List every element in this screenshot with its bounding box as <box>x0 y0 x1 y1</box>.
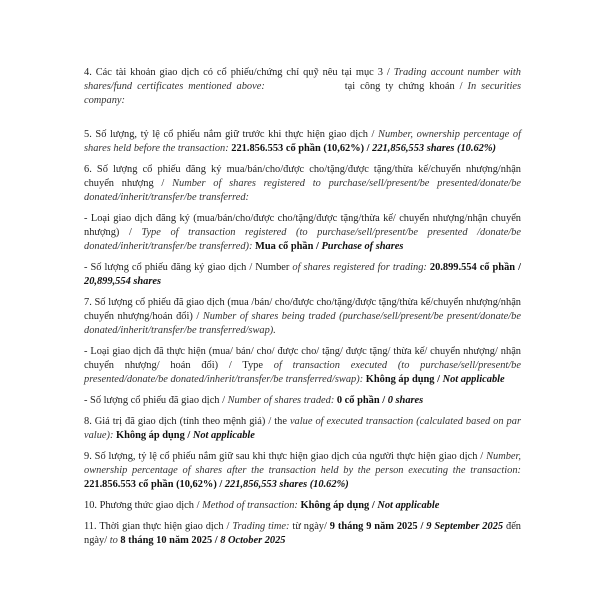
text-segment: 20,899,554 shares <box>84 276 162 287</box>
item-7-executed-type <box>84 345 521 387</box>
item-6-registered-quantity <box>84 261 521 289</box>
text-segment: Mua cổ phần / <box>255 241 322 252</box>
text-segment: Purchase of shares <box>321 241 404 252</box>
item-5-holdings-before <box>84 128 521 156</box>
text-segment: 8 October 2025 <box>220 535 286 546</box>
text-segment: Number, ownership percentage of shares after the transaction held by the person executing the transaction: <box>84 451 521 476</box>
text-segment: 221.856.553 cổ phần (10,62%) / <box>231 143 373 154</box>
text-segment: of shares registered for trading: <box>292 262 430 273</box>
item-4-trading-account <box>84 66 521 108</box>
text-segment: Number of shares traded: <box>227 395 337 406</box>
text-segment: 11. Thời gian thực hiện giao dịch / <box>84 521 233 532</box>
text-segment: 9 September 2025 <box>426 521 506 532</box>
text-segment: 7. Số lượng cổ phiếu đã giao dịch (mua /bán/ cho/được cho/tặng/được tặng/thừa kế/chuyển nhượng/nhận chuyển nhượng/hoán đổi) / <box>84 297 521 322</box>
text-segment: - Loại giao dịch đã thực hiện (mua/ bán/ cho/ được cho/ tặng/ được tặng/ thừa kế/ chuyển nhượng/ nhận chuyển nhượng/ hoán đổi) / Type <box>84 346 521 371</box>
item-8-executed-value <box>84 415 521 443</box>
item-9-holdings-after <box>84 450 521 492</box>
text-segment: Not applicable <box>192 430 255 441</box>
text-segment: Not applicable <box>377 500 440 511</box>
text-segment: Not applicable <box>442 374 505 385</box>
text-segment: Number of shares being traded (purchase/sell/present/be present/donate/be donated/inherit/transfer/be transferred/swap). <box>84 311 521 336</box>
text-segment: In securities company: <box>84 81 521 106</box>
item-6-registered-type <box>84 212 521 254</box>
text-segment: - Số lượng cổ phiếu đã giao dịch / <box>84 395 228 406</box>
text-segment: Trading account number with shares/fund certificates mentioned above: <box>84 67 521 92</box>
text-segment: 4. Các tài khoản giao dịch có cổ phiếu/chứng chỉ quỹ nêu tại mục 3 / <box>84 67 394 78</box>
text-segment: value of executed transaction (calculated based on par value): <box>84 416 521 441</box>
text-segment: Type of transaction registered (to purchase/sell/present/be presented /donate/be donated/inherit/transfer/be transferred): <box>84 227 521 252</box>
text-segment: 9. Số lượng, tỷ lệ cổ phiếu nắm giữ sau khi thực hiện giao dịch của người thực hiện giao dịch / <box>84 451 487 462</box>
text-segment: đến ngày/ <box>84 521 522 546</box>
text-segment: Không áp dụng / <box>365 374 443 385</box>
item-10-method <box>84 499 521 513</box>
text-segment: 221,856,553 shares (10.62%) <box>372 143 496 154</box>
text-segment: - Loại giao dịch đăng ký (mua/bán/cho/được cho/tặng/được tặng/thừa kế/ chuyển nhượng/nhận chuyển nhượng) / <box>84 213 521 238</box>
text-segment: to <box>109 535 121 546</box>
text-segment: 20.899.554 cổ phần / <box>429 262 521 273</box>
text-segment: 9 tháng 9 năm 2025 / <box>329 521 427 532</box>
text-segment: 221,856,553 shares (10.62%) <box>224 479 349 490</box>
text-segment: Number of shares registered to purchase/sell/present/be presented/donate/be donated/inherit/transfer/be transferred: <box>84 178 522 203</box>
text-segment: Không áp dụng / <box>116 430 193 441</box>
text-segment: 221.856.553 cổ phần (10,62%) / <box>84 479 225 490</box>
text-segment: 0 shares <box>387 395 424 406</box>
text-segment: Trading time: <box>232 521 293 532</box>
item-7-traded-quantity <box>84 394 521 408</box>
text-segment: - Số lượng cổ phiếu đăng ký giao dịch / Number <box>84 262 293 273</box>
item-7-traded-shares <box>84 296 521 338</box>
text-segment: 8. Giá trị đã giao dịch (tính theo mệnh giá) / the <box>84 416 290 427</box>
text-segment: 6. Số lượng cổ phiếu đăng ký mua/bán/cho/được cho/tặng/được tặng/thừa kế/chuyển nhượng/nhận chuyển nhượng / <box>84 164 521 189</box>
text-segment: 8 tháng 10 năm 2025 / <box>120 535 221 546</box>
item-6-registered-shares <box>84 163 521 205</box>
text-segment: 10. Phương thức giao dịch / <box>84 500 203 511</box>
document-page <box>84 66 521 555</box>
text-segment: Number, ownership percentage of shares held before the transaction: <box>84 129 521 154</box>
item-11-trading-time <box>84 520 521 548</box>
text-segment: 0 cổ phần / <box>336 395 388 406</box>
text-segment: tại công ty chứng khoán / <box>344 81 468 92</box>
text-segment: từ ngày/ <box>292 521 330 532</box>
text-segment: 5. Số lượng, tỷ lệ cổ phiếu nắm giữ trước khi thực hiện giao dịch / <box>84 129 379 140</box>
text-segment: Method of transaction: <box>202 500 301 511</box>
text-segment: Không áp dụng / <box>300 500 378 511</box>
text-segment: of transaction executed (to purchase/sell/present/be presented/donate/be donated/inherit/transfer/be transferred/swap): <box>84 360 521 385</box>
